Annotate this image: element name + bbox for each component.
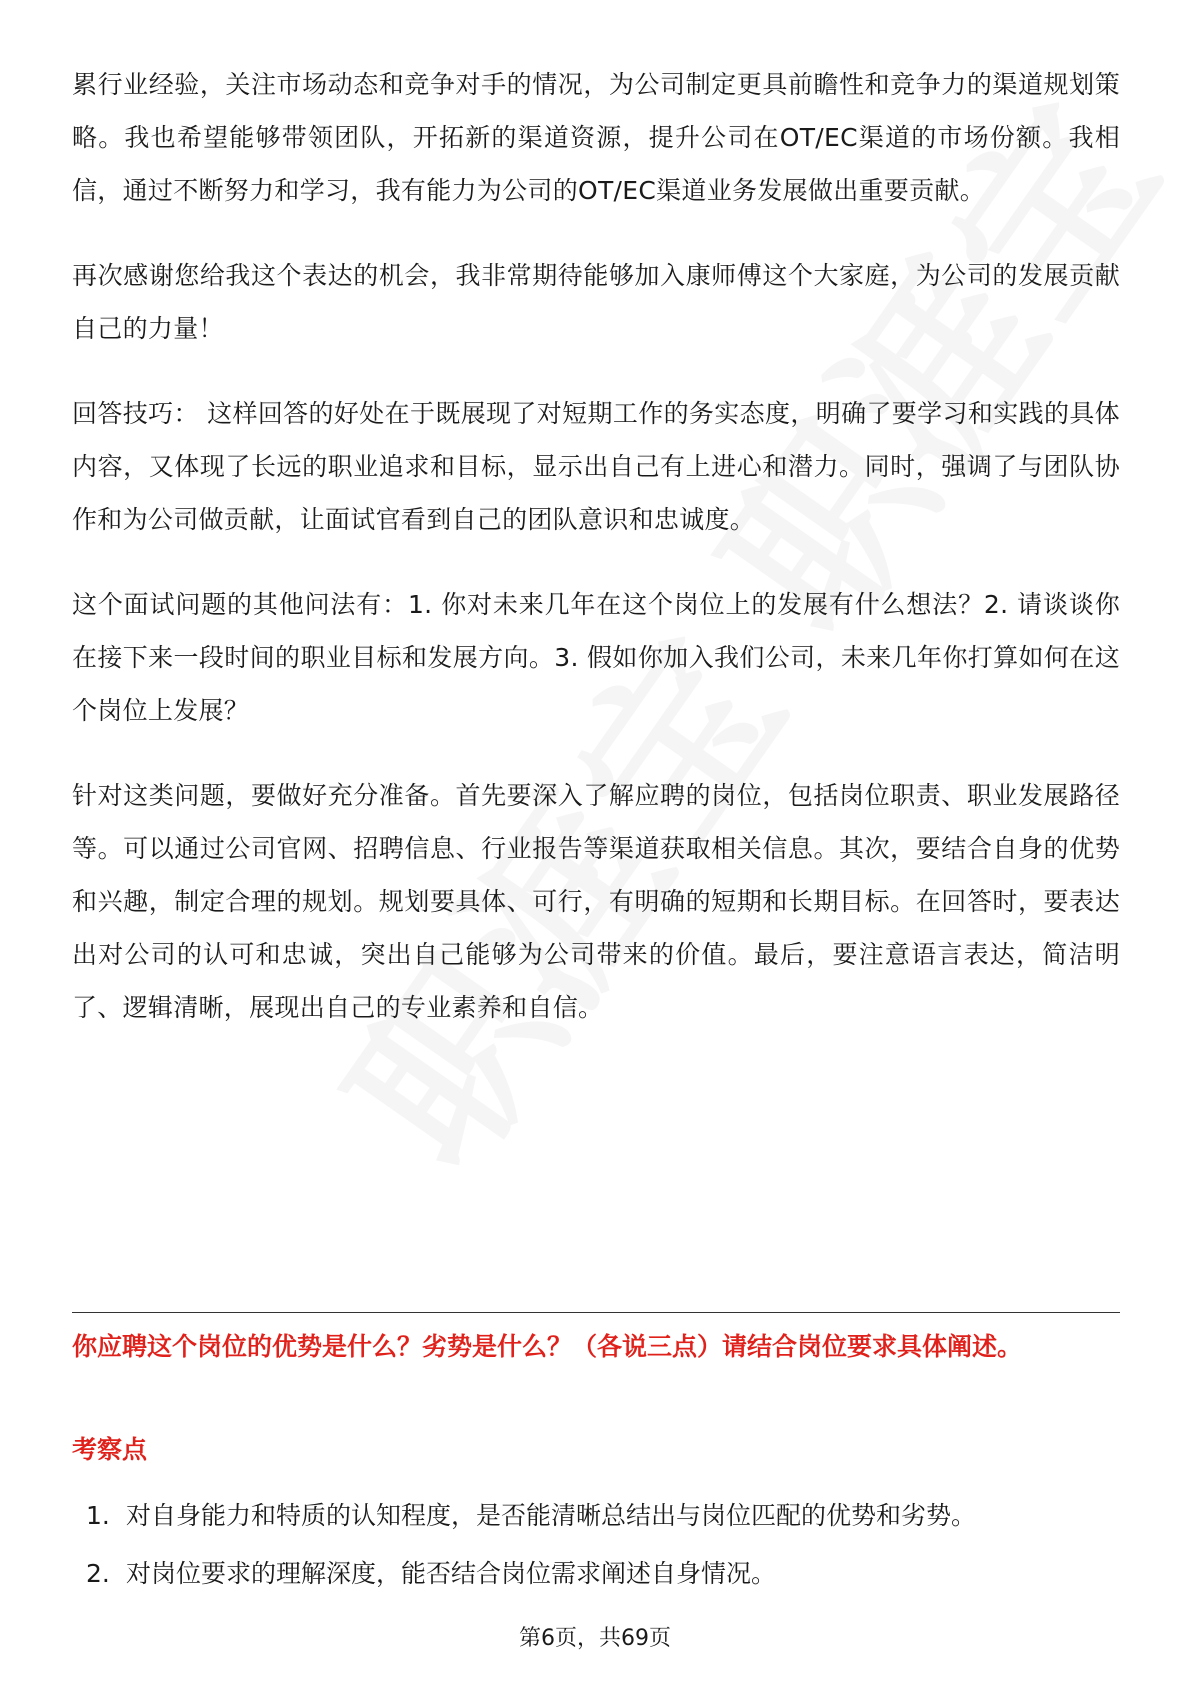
page-number-footer: 第6页，共69页 — [519, 1626, 671, 1651]
question-title: 你应聘这个岗位的优势是什么？劣势是什么？（各说三点）请结合岗位要求具体阐述。 — [72, 1332, 1023, 1361]
list-item — [86, 1496, 1116, 1536]
assessment-points-list — [86, 1496, 1116, 1612]
paragraph: 再次感谢您给我这个表达的机会，我非常期待能够加入康师傅这个大家庭，为公司的发展贡献自己的力量！ — [72, 261, 1120, 343]
body-text — [72, 58, 1120, 1066]
preparation-advice-paragraph: 针对这类问题，要做好充分准备。首先要深入了解应聘的岗位，包括岗位职责、职业发展路径等。可以通过公司官网、招聘信息、行业报告等渠道获取相关信息。其次，要结合自身的优势和兴趣，制定合理的规划。规划要具体、可行，有明确的短期和长期目标。在回答时，要表达出对公司的认可和忠诚，突出自己能够为公司带来的价值。最后，要注意语言表达，简洁明了、逻辑清晰，展现出自己的专业素养和自信。 — [72, 781, 1120, 1022]
list-item-number: 2. — [86, 1559, 110, 1588]
list-item-number: 1. — [86, 1501, 110, 1530]
list-item-text: 对自身能力和特质的认知程度，是否能清晰总结出与岗位匹配的优势和劣势。 — [126, 1501, 977, 1530]
section-divider — [72, 1312, 1120, 1313]
assessment-points-heading: 考察点 — [72, 1435, 148, 1464]
answer-tips-paragraph: 回答技巧： 这样回答的好处在于既展现了对短期工作的务实态度，明确了要学习和实践的具体内容，又体现了长远的职业追求和目标，显示出自己有上进心和潜力。同时，强调了与团队协作和为公司做贡献，让面试官看到自己的团队意识和忠诚度。 — [72, 399, 1120, 534]
list-item-text: 对岗位要求的理解深度，能否结合岗位需求阐述自身情况。 — [126, 1559, 777, 1588]
alternative-questions-paragraph: 这个面试问题的其他问法有：1. 你对未来几年在这个岗位上的发展有什么想法？2. 请谈谈你在接下来一段时间的职业目标和发展方向。3. 假如你加入我们公司，未来几年你打算如何在这个岗位上发展？ — [72, 590, 1120, 725]
paragraph: 累行业经验，关注市场动态和竞争对手的情况，为公司制定更具前瞻性和竞争力的渠道规划策略。我也希望能够带领团队，开拓新的渠道资源，提升公司在OT/EC渠道的市场份额。我相信，通过不断努力和学习，我有能力为公司的OT/EC渠道业务发展做出重要贡献。 — [72, 70, 1120, 205]
list-item — [86, 1554, 1116, 1594]
